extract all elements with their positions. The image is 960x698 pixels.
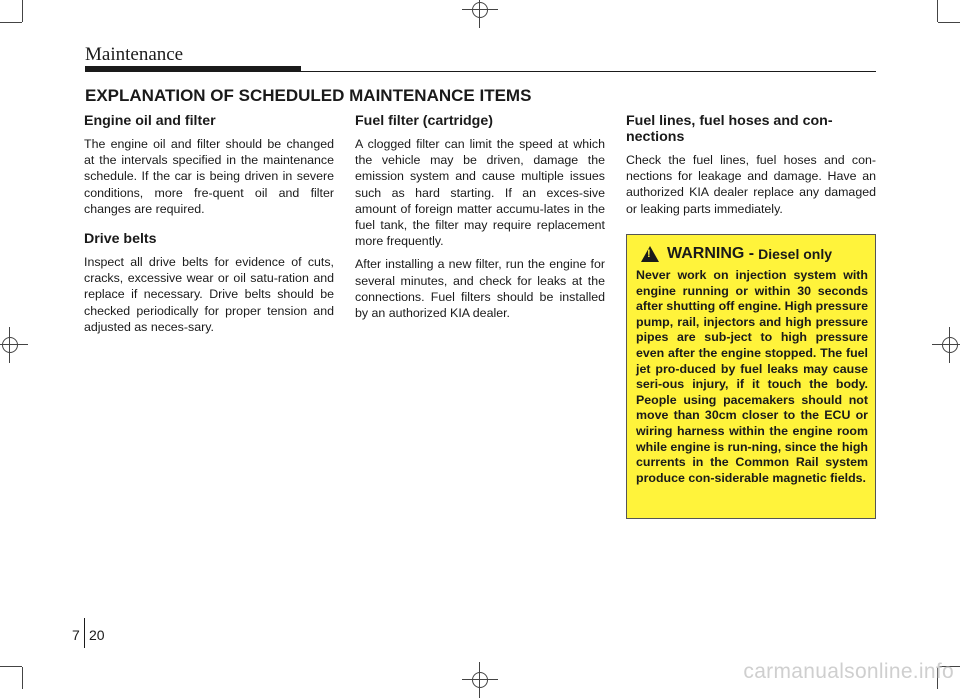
page-number-divider [84,618,85,648]
crop-mark [937,0,938,22]
registration-mark-icon [470,670,490,690]
registration-mark-icon [470,0,490,20]
column-3 [626,113,876,224]
warning-title: WARNING - [667,245,755,262]
fuel-filter-text-2: After installing a new filter, run the engine for several minutes, and check for leaks at the connections. Fuel filters should be installed by an authorized KIA dealer. [355,257,605,321]
fuel-filter-heading: Fuel filter (cartridge) [355,113,493,129]
registration-mark-icon [0,335,20,355]
header-rule-bar [85,66,301,72]
warning-header [641,245,832,263]
fuel-lines-heading: Fuel lines, fuel hoses and con-nections [626,113,833,145]
header-rule-line [301,71,876,72]
warning-box [626,234,876,519]
engine-oil-text: The engine oil and filter should be changed at the intervals specified in the maintenance schedule. If the car is being driven in severe conditions, more fre-quent oil and filter changes are required. [84,137,334,216]
fuel-filter-text-1: A clogged filter can limit the speed at which the vehicle may be driven, damage the emission system and cause multiple issues such as hard starting. If an exces-sive amount of foreign matter accumu-lates in the fuel tank, the filter may require replacement more frequently. [355,137,605,249]
engine-oil-heading: Engine oil and filter [84,113,216,129]
drive-belts-text: Inspect all drive belts for evidence of cuts, cracks, excessive wear or oil satu-ration and replace if necessary. Drive belts should be checked periodically for proper tension and adjusted as neces-sary. [84,255,334,334]
warning-triangle-icon [641,246,659,262]
registration-mark-icon [940,335,960,355]
fuel-lines-text: Check the fuel lines, fuel hoses and con-nections for leakage and damage. Have an authorized KIA dealer replace any damaged or leaking parts immediately. [626,153,876,216]
drive-belts-heading: Drive belts [84,231,157,248]
crop-mark [22,0,23,22]
watermark: carmanualsonline.info [743,660,954,683]
page-title: EXPLANATION OF SCHEDULED MAINTENANCE ITEMS [85,86,532,105]
chapter-number: 7 [72,627,80,643]
crop-mark [0,22,22,23]
column-1 [84,113,334,342]
crop-mark [0,666,22,667]
column-2 [355,113,605,328]
warning-text: Never work on injection system with engine running or within 30 seconds after shutting off engine. High pressure pump, rail, injectors and high pressure pipes are sub-ject to high pressure even after the engine stopped. The fuel jet pro-duced by fuel leaks may cause seri-ous injury, if it touch the body. People using pacemakers should not move than 30cm closer to the ECU or wiring harness within the engine room while engine is run-ning, since the high currents in the Common Rail system produce con-siderable magnetic fields. [636,268,868,485]
warning-subtitle: Diesel only [758,246,833,262]
section-name: Maintenance [85,44,184,65]
page-number: 20 [89,627,105,643]
crop-mark [938,22,960,23]
crop-mark [22,667,23,689]
